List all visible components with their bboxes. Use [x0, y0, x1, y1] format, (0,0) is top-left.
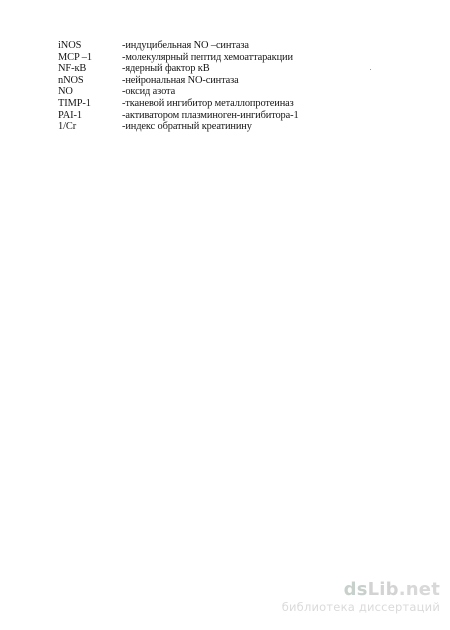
watermark-logo-ds: ds [343, 579, 368, 600]
abbreviation-row [58, 75, 388, 87]
watermark-logo [270, 580, 440, 600]
abbreviation-definition: -ядерный фактор кВ [122, 63, 210, 75]
abbreviation-definition: -индекс обратный креатинину [122, 121, 252, 133]
abbreviation-definition: -молекулярный пептид хемоаттаракции [122, 51, 293, 63]
abbreviation-term: NO [58, 86, 73, 98]
abbreviation-row [58, 40, 388, 52]
watermark-logo-lib: Lib [367, 579, 399, 600]
watermark-logo-tld: .net [398, 579, 440, 600]
abbreviation-row [58, 121, 388, 133]
abbreviation-definition: -нейрональная NO-синтаза [122, 74, 239, 86]
abbreviation-definition: -тканевой ингибитор металлопротеиназ [122, 97, 294, 109]
dslib-watermark [270, 580, 440, 614]
abbreviation-term: PAI-1 [58, 109, 82, 121]
abbreviation-definition: -индуцибельная NO –синтаза [122, 40, 249, 51]
abbreviation-term: 1/Cr [58, 121, 77, 133]
abbreviation-definition: -оксид азота [122, 86, 176, 98]
abbreviation-term: TIMP-1 [58, 97, 91, 109]
abbreviation-list [58, 40, 388, 133]
watermark-subtitle: библиотека диссертаций [281, 600, 440, 614]
abbreviation-term: iNOS [58, 40, 82, 51]
abbreviation-term: NF-кB [58, 63, 87, 75]
abbreviation-definition: -активатором плазминоген-ингибитора-1 [122, 109, 299, 121]
scan-speck [370, 69, 371, 70]
abbreviation-row [58, 98, 388, 110]
abbreviation-row [58, 110, 388, 122]
abbreviation-row [58, 86, 388, 98]
abbreviation-row [58, 63, 388, 75]
abbreviation-term: nNOS [58, 74, 84, 86]
abbreviation-row [58, 52, 388, 64]
abbreviation-term: MCP –1 [58, 51, 92, 63]
